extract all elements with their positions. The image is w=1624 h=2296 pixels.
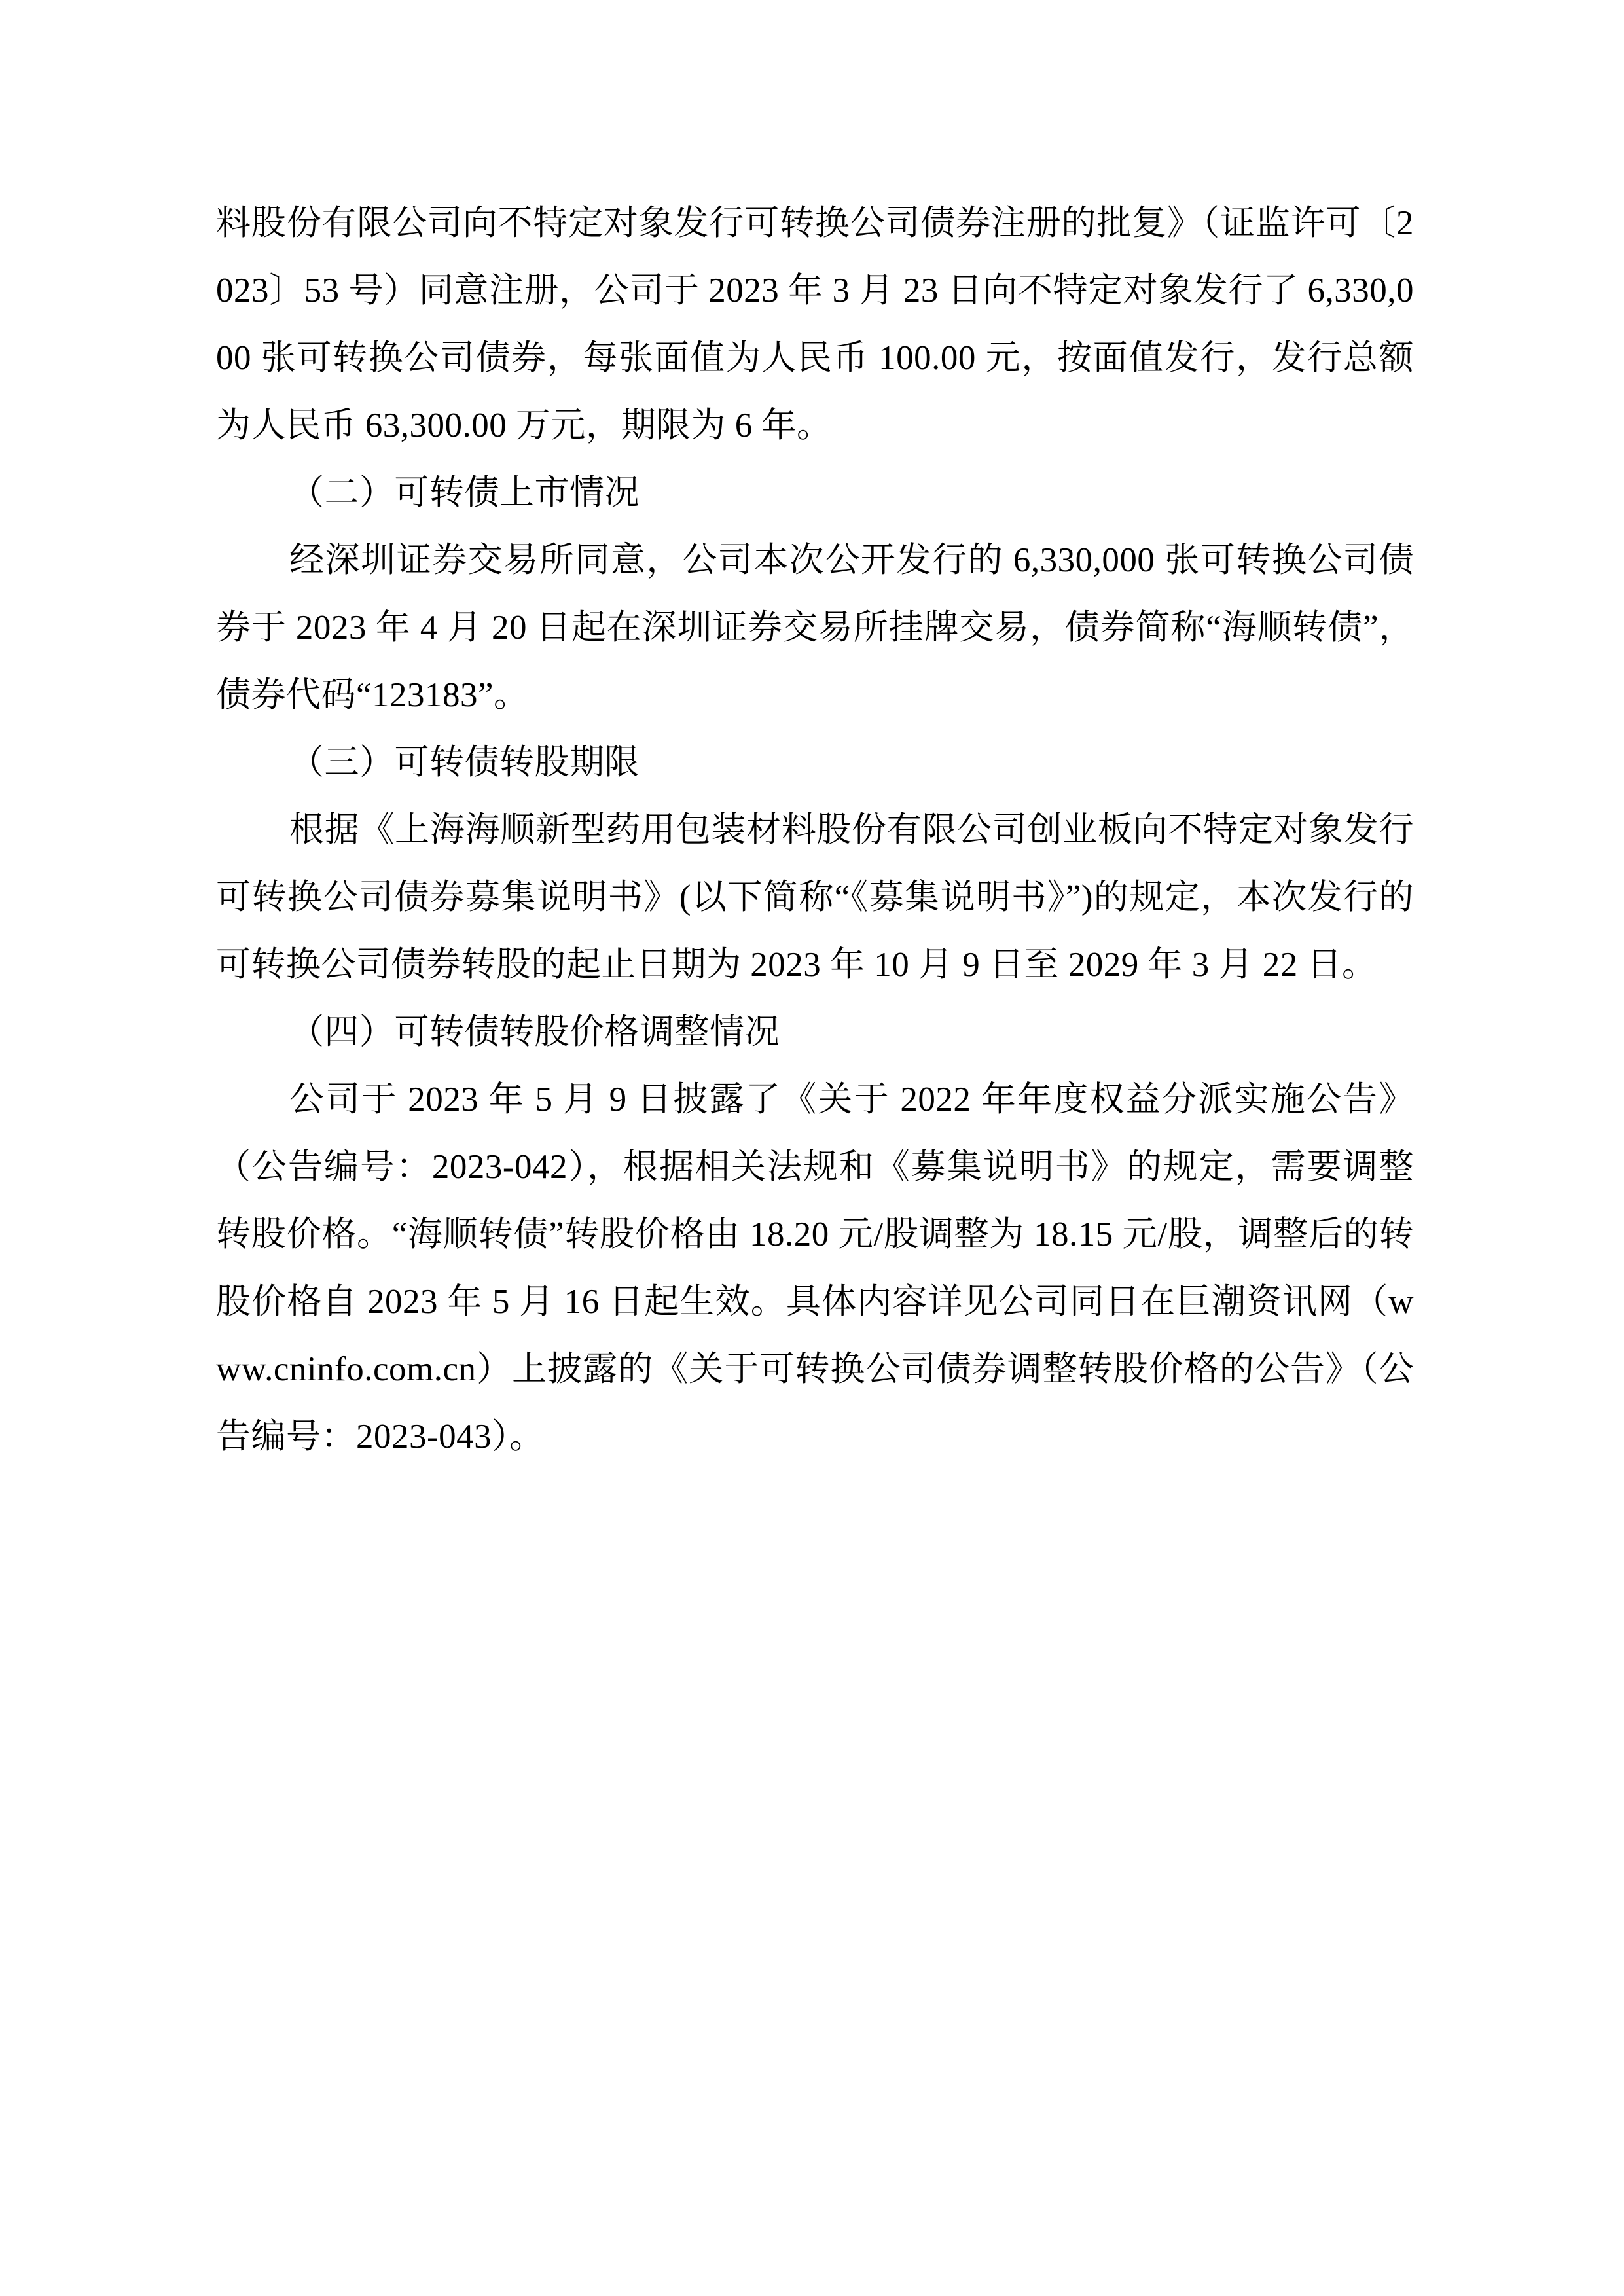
para-conversion-period: 根据《上海海顺新型药用包装材料股份有限公司创业板向不特定对象发行可转换公司债券募集说明书》(以下简称“《募集说明书》”)的规定，本次发行的可转换公司债券转股的起止日期为 2023 年 10 月 9 日至 2029 年 3 月 22 日。 <box>216 811 1414 984</box>
para-price-adjustment: 公司于 2023 年 5 月 9 日披露了《关于 2022 年年度权益分派实施公告》（公告编号：2023-042），根据相关法规和《募集说明书》的规定，需要调整转股价格。“海顺转债”转股价格由 18.20 元/股调整为 18.15 元/股，调整后的转股价格自 2023 年 5 月 16 日起生效。具体内容详见公司同日在巨潮资讯网（www.cninfo.com.cn）上披露的《关于可转换公司债券调整转股价格的公告》（公告编号：2023-043）。 <box>216 1081 1414 1456</box>
para-issuance-registration: 料股份有限公司向不特定对象发行可转换公司债券注册的批复》（证监许可〔2023〕53 号）同意注册，公司于 2023 年 3 月 23 日向不特定对象发行了 6,330,000 张可转换公司债券，每张面值为人民币 100.00 元，按面值发行，发行总额为人民币 63,300.00 万元，期限为 6 年。 <box>216 204 1414 444</box>
heading-price-adjustment: （四）可转债转股价格调整情况 <box>289 1013 780 1051</box>
para-listing-status: 经深圳证券交易所同意，公司本次公开发行的 6,330,000 张可转换公司债券于 2023 年 4 月 20 日起在深圳证券交易所挂牌交易，债券简称“海顺转债”，债券代码“123183”。 <box>216 541 1414 714</box>
page-body <box>216 190 1414 1471</box>
heading-listing-status: （二）可转债上市情况 <box>289 474 640 512</box>
heading-conversion-period: （三）可转债转股期限 <box>289 744 640 781</box>
